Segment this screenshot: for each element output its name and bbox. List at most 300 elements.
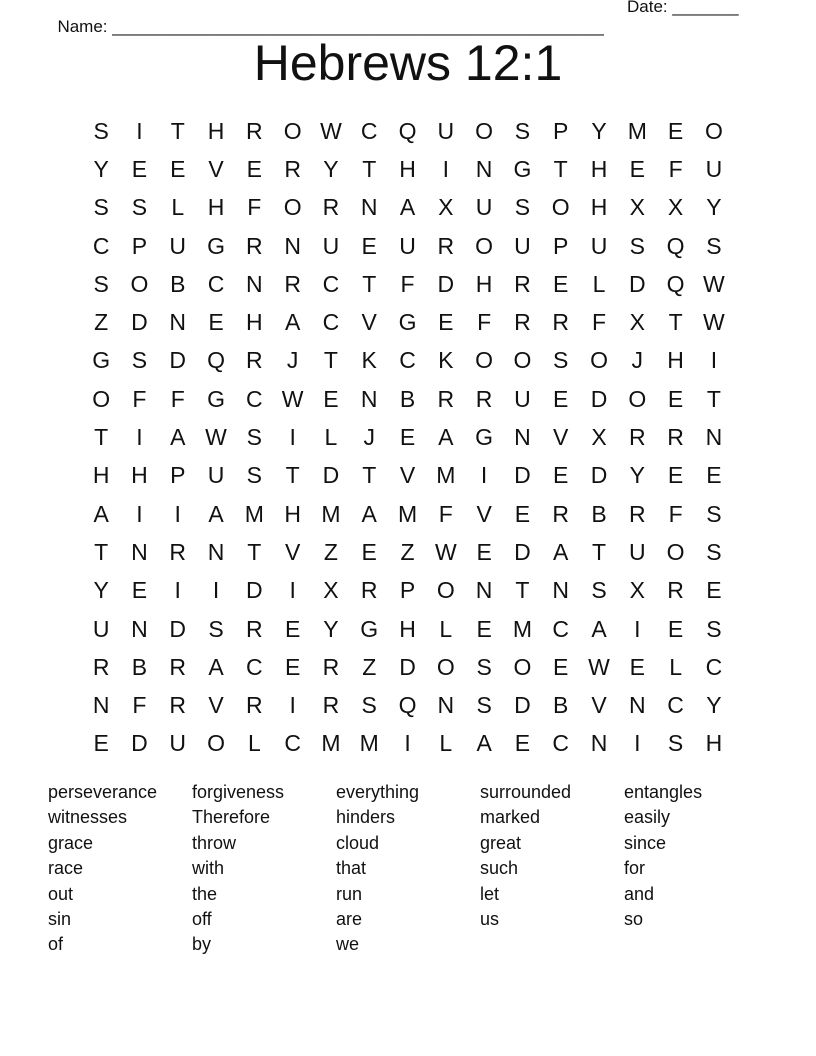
grid-letter[interactable]: C	[399, 347, 416, 374]
grid-letter[interactable]: N	[552, 577, 570, 604]
grid-letter[interactable]: H	[590, 155, 608, 182]
grid-letter[interactable]: Y	[706, 194, 722, 221]
grid-letter[interactable]: X	[591, 424, 607, 451]
word-list-item: Therefore	[192, 807, 271, 828]
grid-letter[interactable]: T	[94, 424, 109, 451]
grid-letter[interactable]: R	[437, 232, 455, 259]
word-list-empty	[480, 933, 624, 958]
grid-letter[interactable]: N	[131, 615, 148, 642]
grid-letter[interactable]: R	[667, 577, 684, 604]
grid-letter[interactable]: F	[247, 194, 262, 221]
grid-letter[interactable]: L	[439, 615, 453, 642]
grid-letter[interactable]: R	[552, 500, 570, 527]
grid-letter[interactable]: O	[704, 117, 723, 144]
grid-letter[interactable]: E	[553, 462, 569, 489]
grid-letter[interactable]: W	[434, 538, 457, 565]
grid-letter[interactable]: I	[136, 424, 143, 451]
grid-letter[interactable]: P	[399, 577, 416, 604]
grid-letter[interactable]: R	[552, 309, 570, 336]
grid-letter[interactable]: U	[475, 194, 493, 221]
grid-letter[interactable]: N	[628, 692, 646, 719]
grid-letter[interactable]: N	[475, 155, 493, 182]
grid-letter[interactable]: G	[92, 347, 111, 374]
grid-letter[interactable]: E	[553, 653, 569, 680]
grid-letter[interactable]: A	[399, 194, 416, 221]
grid-letter[interactable]: M	[397, 500, 418, 527]
grid-letter[interactable]: C	[705, 653, 723, 680]
grid-letter[interactable]: Z	[362, 653, 377, 680]
grid-letter[interactable]: S	[93, 117, 109, 144]
grid-letter[interactable]: M	[512, 615, 532, 642]
grid-letter[interactable]: H	[131, 462, 148, 489]
grid-letter[interactable]: L	[171, 194, 185, 221]
grid-letter[interactable]: M	[244, 500, 264, 527]
grid-letter[interactable]: F	[132, 692, 147, 719]
grid-letter[interactable]: I	[634, 730, 641, 757]
grid-letter[interactable]: E	[667, 385, 684, 412]
grid-letter[interactable]: Y	[591, 117, 607, 144]
grid-letter[interactable]: O	[666, 538, 685, 565]
grid-letter[interactable]: S	[246, 424, 262, 451]
grid-letter[interactable]: D	[131, 309, 148, 336]
grid-letter[interactable]: F	[477, 309, 492, 336]
grid-letter[interactable]: U	[514, 385, 531, 412]
grid-letter[interactable]: O	[130, 270, 149, 297]
grid-letter[interactable]: W	[320, 117, 342, 144]
grid-letter[interactable]: E	[361, 538, 377, 565]
grid-letter[interactable]: B	[131, 653, 148, 680]
grid-letter[interactable]: T	[362, 270, 377, 297]
grid-letter[interactable]: B	[591, 500, 607, 527]
grid-letter[interactable]: S	[131, 194, 148, 221]
grid-letter[interactable]: U	[399, 232, 416, 259]
grid-letter[interactable]: T	[170, 117, 185, 144]
grid-letter[interactable]: N	[284, 232, 301, 259]
grid-letter[interactable]: C	[360, 117, 378, 144]
grid-letter[interactable]: S	[591, 577, 607, 604]
grid-letter[interactable]: T	[94, 538, 109, 565]
grid-letter[interactable]: C	[552, 730, 570, 757]
grid-letter[interactable]: T	[591, 538, 607, 565]
grid-letter[interactable]: E	[706, 577, 722, 604]
grid-letter[interactable]: M	[436, 462, 456, 489]
grid-letter[interactable]: J	[363, 424, 375, 451]
grid-letter[interactable]: R	[514, 309, 531, 336]
grid-letter[interactable]: O	[475, 232, 494, 259]
name-field[interactable]: Name: ____________________________________________________	[57, 17, 604, 36]
grid-letter[interactable]: F	[400, 270, 415, 297]
grid-letter[interactable]: L	[669, 653, 682, 680]
grid-letter[interactable]: N	[169, 309, 187, 336]
grid-letter[interactable]: D	[131, 730, 148, 757]
grid-letter[interactable]: A	[476, 730, 492, 757]
grid-letter[interactable]: H	[399, 615, 416, 642]
grid-letter[interactable]: L	[592, 270, 606, 297]
grid-letter[interactable]: E	[553, 385, 569, 412]
grid-letter[interactable]: D	[169, 615, 187, 642]
grid-letter[interactable]: X	[629, 194, 645, 221]
grid-letter[interactable]: O	[283, 117, 302, 144]
grid-letter[interactable]: E	[131, 577, 148, 604]
grid-letter[interactable]: K	[438, 347, 454, 374]
grid-letter[interactable]: S	[476, 692, 492, 719]
grid-letter[interactable]: S	[514, 194, 531, 221]
grid-letter[interactable]: G	[360, 615, 379, 642]
grid-letter[interactable]: I	[404, 730, 411, 757]
grid-letter[interactable]: T	[553, 155, 568, 182]
grid-letter[interactable]: Q	[398, 117, 417, 144]
grid-letter[interactable]: V	[591, 692, 607, 719]
grid-letter[interactable]: A	[93, 500, 109, 527]
grid-letter[interactable]: A	[361, 500, 377, 527]
grid-letter[interactable]: R	[628, 500, 646, 527]
grid-letter[interactable]: R	[360, 577, 378, 604]
grid-letter[interactable]: A	[208, 500, 224, 527]
grid-letter[interactable]: C	[207, 270, 225, 297]
grid-letter[interactable]: E	[208, 309, 224, 336]
grid-letter[interactable]: N	[360, 385, 378, 412]
grid-letter[interactable]: E	[284, 615, 301, 642]
grid-letter[interactable]: R	[169, 653, 187, 680]
grid-letter[interactable]: E	[170, 155, 186, 182]
grid-letter[interactable]: R	[246, 232, 263, 259]
grid-letter[interactable]: Q	[666, 270, 685, 297]
grid-letter[interactable]: E	[399, 424, 416, 451]
grid-letter[interactable]: R	[169, 538, 187, 565]
grid-letter[interactable]: E	[667, 615, 684, 642]
grid-letter[interactable]: I	[710, 347, 718, 374]
grid-letter[interactable]: I	[442, 155, 450, 182]
grid-letter[interactable]: F	[668, 155, 683, 182]
grid-letter[interactable]: F	[132, 385, 147, 412]
grid-letter[interactable]: N	[207, 538, 225, 565]
grid-letter[interactable]: A	[553, 538, 569, 565]
grid-letter[interactable]: B	[553, 692, 569, 719]
grid-letter[interactable]: O	[475, 347, 494, 374]
grid-letter[interactable]: E	[131, 155, 148, 182]
grid-letter[interactable]: O	[436, 653, 455, 680]
grid-letter[interactable]: I	[480, 462, 488, 489]
date-field[interactable]: Date: _______	[627, 0, 739, 16]
grid-letter[interactable]: Z	[400, 538, 415, 565]
grid-letter[interactable]: T	[285, 462, 300, 489]
grid-letter[interactable]: G	[475, 424, 494, 451]
grid-letter[interactable]: Z	[323, 538, 338, 565]
word-list-item: forgiveness	[192, 782, 285, 802]
grid-letter[interactable]: X	[629, 309, 645, 336]
grid-letter[interactable]: I	[289, 424, 296, 451]
grid-letter[interactable]: D	[514, 462, 531, 489]
grid-letter[interactable]: F	[438, 500, 453, 527]
grid-letter[interactable]: O	[590, 347, 608, 374]
grid-letter[interactable]: P	[131, 232, 148, 259]
grid-letter[interactable]: S	[706, 232, 722, 259]
grid-letter[interactable]: H	[475, 270, 493, 297]
grid-letter[interactable]: T	[362, 462, 377, 489]
grid-letter[interactable]: R	[246, 117, 263, 144]
grid-letter[interactable]: Y	[93, 155, 109, 182]
grid-letter[interactable]: V	[361, 309, 377, 336]
grid-letter[interactable]: C	[246, 385, 263, 412]
grid-letter[interactable]: D	[322, 462, 340, 489]
grid-letter[interactable]: H	[284, 500, 301, 527]
grid-letter[interactable]: D	[514, 692, 531, 719]
word-list-item: of	[48, 934, 64, 955]
grid-letter[interactable]: Y	[629, 462, 645, 489]
grid-letter[interactable]: M	[321, 730, 341, 757]
grid-letter[interactable]: E	[514, 500, 531, 527]
grid-letter[interactable]: A	[438, 424, 454, 451]
grid-letter[interactable]: E	[246, 155, 262, 182]
grid-letter[interactable]: N	[92, 692, 110, 719]
grid-letter[interactable]: D	[169, 347, 187, 374]
grid-letter[interactable]: E	[476, 615, 492, 642]
grid-letter[interactable]: E	[706, 462, 722, 489]
grid-letter[interactable]: W	[205, 424, 227, 451]
grid-letter[interactable]: C	[246, 653, 263, 680]
grid-letter[interactable]: S	[629, 232, 645, 259]
grid-letter[interactable]: R	[284, 270, 301, 297]
grid-letter[interactable]: S	[93, 194, 109, 221]
grid-letter[interactable]: V	[284, 538, 301, 565]
grid-letter[interactable]: J	[286, 347, 299, 374]
grid-letter[interactable]: S	[553, 347, 569, 374]
grid-letter[interactable]: Q	[398, 692, 417, 719]
grid-letter[interactable]: H	[399, 155, 416, 182]
grid-letter[interactable]: E	[629, 653, 645, 680]
grid-letter[interactable]: D	[399, 653, 416, 680]
grid-letter[interactable]: U	[169, 730, 187, 757]
grid-letter[interactable]: X	[438, 194, 454, 221]
grid-letter[interactable]: S	[667, 730, 684, 757]
grid-letter[interactable]: D	[246, 577, 263, 604]
grid-letter[interactable]: T	[247, 538, 262, 565]
grid-letter[interactable]: F	[591, 309, 607, 336]
grid-letter[interactable]: M	[627, 117, 647, 144]
grid-letter[interactable]: E	[514, 730, 531, 757]
word-list-item: grace	[48, 832, 94, 853]
grid-letter[interactable]: E	[323, 385, 339, 412]
grid-letter[interactable]: D	[628, 270, 646, 297]
grid-letter[interactable]: Q	[207, 347, 225, 374]
grid-letter[interactable]: U	[92, 615, 110, 642]
grid-letter[interactable]: R	[169, 692, 187, 719]
grid-letter[interactable]: S	[706, 500, 722, 527]
grid-letter[interactable]: I	[212, 577, 220, 604]
grid-letter[interactable]: V	[208, 692, 224, 719]
grid-letter[interactable]: L	[247, 730, 261, 757]
grid-letter[interactable]: W	[281, 385, 304, 412]
grid-letter[interactable]: J	[631, 347, 644, 374]
grid-letter[interactable]: E	[284, 653, 301, 680]
grid-letter[interactable]: R	[322, 194, 340, 221]
grid-letter[interactable]: C	[552, 615, 570, 642]
grid-letter[interactable]: C	[322, 270, 340, 297]
grid-letter[interactable]: G	[207, 232, 225, 259]
grid-letter[interactable]: X	[667, 194, 684, 221]
grid-letter[interactable]: Y	[323, 155, 339, 182]
grid-letter[interactable]: A	[208, 653, 224, 680]
grid-letter[interactable]: O	[207, 730, 225, 757]
grid-letter[interactable]: L	[439, 730, 453, 757]
grid-letter[interactable]: R	[284, 155, 301, 182]
grid-letter[interactable]: S	[706, 538, 722, 565]
grid-letter[interactable]: R	[322, 692, 340, 719]
grid-letter[interactable]: I	[174, 500, 181, 527]
grid-letter[interactable]: E	[476, 538, 492, 565]
grid-letter[interactable]: I	[136, 117, 143, 144]
grid-letter[interactable]: C	[667, 692, 684, 719]
grid-letter[interactable]: A	[284, 309, 301, 336]
grid-letter[interactable]: O	[513, 347, 532, 374]
grid-letter[interactable]: V	[553, 424, 569, 451]
grid-letter[interactable]: U	[628, 538, 646, 565]
grid-letter[interactable]: R	[667, 424, 684, 451]
grid-letter[interactable]: V	[208, 155, 224, 182]
grid-letter[interactable]: R	[246, 692, 263, 719]
grid-letter[interactable]: E	[438, 309, 454, 336]
grid-letter[interactable]: U	[590, 232, 608, 259]
grid-letter[interactable]: R	[514, 270, 531, 297]
grid-letter[interactable]: L	[324, 424, 338, 451]
grid-letter[interactable]: N	[246, 270, 263, 297]
grid-letter[interactable]: E	[93, 730, 109, 757]
grid-letter[interactable]: R	[246, 615, 263, 642]
grid-letter[interactable]: Y	[93, 577, 109, 604]
grid-letter[interactable]: T	[515, 577, 530, 604]
grid-letter[interactable]: H	[92, 462, 110, 489]
word-list-item: that	[336, 858, 367, 879]
grid-letter[interactable]: X	[323, 577, 339, 604]
grid-letter[interactable]: C	[284, 730, 301, 757]
grid-letter[interactable]: T	[362, 155, 377, 182]
grid-letter[interactable]: V	[476, 500, 492, 527]
grid-letter[interactable]: O	[92, 385, 111, 412]
grid-letter[interactable]: W	[588, 653, 610, 680]
word-list-item: surrounded	[480, 782, 572, 802]
word-list-item: let	[480, 883, 500, 904]
grid-letter[interactable]: S	[131, 347, 148, 374]
grid-letter[interactable]: F	[170, 385, 185, 412]
grid-letter[interactable]: H	[207, 194, 225, 221]
grid-letter[interactable]: W	[703, 309, 725, 336]
grid-letter[interactable]: B	[399, 385, 416, 412]
grid-letter[interactable]: X	[629, 577, 645, 604]
grid-letter[interactable]: E	[553, 270, 569, 297]
grid-letter[interactable]: D	[437, 270, 455, 297]
grid-letter[interactable]: B	[170, 270, 186, 297]
grid-letter[interactable]: S	[706, 615, 722, 642]
grid-letter[interactable]: V	[399, 462, 416, 489]
grid-letter[interactable]: Y	[706, 692, 722, 719]
grid-letter[interactable]: N	[514, 424, 531, 451]
grid-letter[interactable]: O	[436, 577, 455, 604]
grid-letter[interactable]: O	[551, 194, 570, 221]
grid-letter[interactable]: M	[359, 730, 379, 757]
grid-letter[interactable]: P	[553, 117, 569, 144]
grid-letter[interactable]: P	[553, 232, 569, 259]
grid-letter[interactable]: I	[634, 615, 641, 642]
word-list-item: entangles	[624, 782, 703, 802]
grid-letter[interactable]: G	[207, 385, 225, 412]
grid-letter[interactable]: D	[590, 385, 608, 412]
grid-letter[interactable]: H	[246, 309, 263, 336]
grid-letter[interactable]: D	[514, 538, 531, 565]
grid-letter[interactable]: K	[361, 347, 377, 374]
grid-letter[interactable]: S	[514, 117, 531, 144]
grid-letter[interactable]: H	[705, 730, 723, 757]
grid-letter[interactable]: U	[207, 462, 225, 489]
grid-letter[interactable]: U	[322, 232, 340, 259]
grid-letter[interactable]: R	[92, 653, 110, 680]
grid-letter[interactable]: Y	[323, 615, 339, 642]
grid-letter[interactable]: U	[514, 232, 531, 259]
grid-letter[interactable]: N	[131, 538, 148, 565]
grid-letter[interactable]: R	[322, 653, 340, 680]
grid-letter[interactable]: N	[437, 692, 455, 719]
grid-letter[interactable]: O	[513, 653, 532, 680]
grid-letter[interactable]: M	[321, 500, 341, 527]
grid-letter[interactable]: S	[476, 653, 492, 680]
grid-letter[interactable]: I	[136, 500, 143, 527]
grid-letter[interactable]: W	[703, 270, 725, 297]
grid-letter[interactable]: F	[668, 500, 683, 527]
grid-letter[interactable]: N	[360, 194, 378, 221]
grid-letter[interactable]: E	[361, 232, 377, 259]
grid-letter[interactable]: R	[475, 385, 493, 412]
grid-letter[interactable]: S	[208, 615, 224, 642]
grid-letter[interactable]: S	[361, 692, 377, 719]
grid-letter[interactable]: N	[705, 424, 723, 451]
grid-letter[interactable]: H	[207, 117, 225, 144]
grid-letter[interactable]: O	[475, 117, 494, 144]
grid-letter[interactable]: G	[513, 155, 532, 182]
grid-letter[interactable]: S	[246, 462, 262, 489]
grid-letter[interactable]: Z	[94, 309, 109, 336]
grid-letter[interactable]: C	[92, 232, 110, 259]
grid-letter[interactable]: Q	[666, 232, 685, 259]
grid-letter[interactable]: D	[590, 462, 608, 489]
grid-letter[interactable]: H	[667, 347, 684, 374]
grid-letter[interactable]: G	[398, 309, 417, 336]
grid-letter[interactable]: C	[322, 309, 340, 336]
grid-letter[interactable]: U	[705, 155, 723, 182]
grid-letter[interactable]: T	[323, 347, 338, 374]
grid-letter[interactable]: I	[174, 577, 181, 604]
grid-letter[interactable]: T	[668, 309, 683, 336]
grid-letter[interactable]: A	[591, 615, 607, 642]
grid-letter[interactable]: R	[246, 347, 263, 374]
grid-letter[interactable]: O	[628, 385, 647, 412]
grid-letter[interactable]: E	[667, 117, 684, 144]
grid-letter[interactable]: U	[437, 117, 455, 144]
grid-letter[interactable]: H	[590, 194, 608, 221]
grid-letter[interactable]: A	[170, 424, 186, 451]
grid-letter[interactable]: E	[667, 462, 684, 489]
grid-letter[interactable]: O	[283, 194, 302, 221]
grid-letter[interactable]: I	[289, 577, 296, 604]
grid-letter[interactable]: N	[590, 730, 608, 757]
grid-letter[interactable]: S	[93, 270, 109, 297]
grid-letter[interactable]: N	[475, 577, 493, 604]
grid-letter[interactable]: U	[169, 232, 187, 259]
grid-letter[interactable]: T	[706, 385, 721, 412]
grid-letter[interactable]: R	[437, 385, 455, 412]
grid-letter[interactable]: P	[170, 462, 186, 489]
grid-letter[interactable]: I	[289, 692, 296, 719]
grid-letter[interactable]: R	[628, 424, 646, 451]
grid-letter[interactable]: E	[629, 155, 645, 182]
